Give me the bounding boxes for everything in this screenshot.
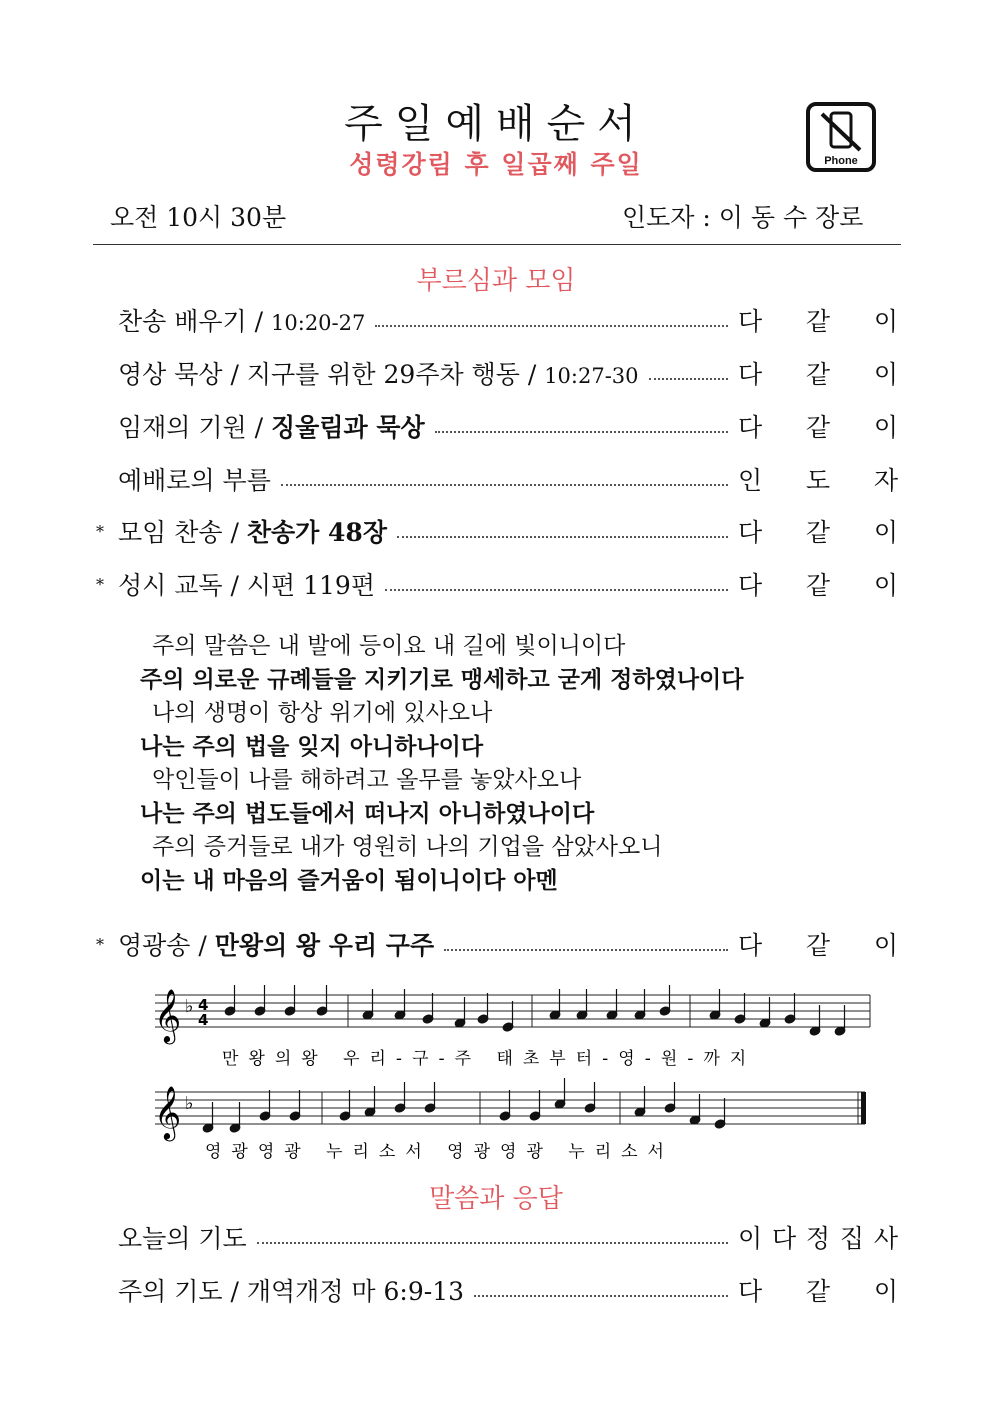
congregation-line: 이는 내 마음의 즐거움이 됨이니이다 아멘 (140, 867, 558, 894)
item-performer (738, 926, 898, 962)
performer-char: 다 (738, 571, 763, 600)
score-lyrics-line1: 만왕의왕 우리-구-주 태초부터-영-원-까지 (222, 1049, 757, 1069)
order-item (96, 1219, 898, 1255)
item-label-text: 찬송 배우기 / (118, 307, 272, 336)
leader-line: 나의 생명이 항상 위기에 있사오나 (152, 700, 493, 726)
performer-char: 정 (805, 1224, 831, 1253)
flat-icon: ♭ (185, 996, 194, 1017)
item-performer (738, 355, 898, 391)
item-performer (738, 1272, 898, 1308)
performer-char: 이 (873, 413, 898, 442)
service-leader: 인도자 : 이 동 수 장로 (622, 203, 864, 232)
score-lyrics-line2: 영광영광 누리소서 영광영광 누리소서 (205, 1142, 674, 1162)
performer-char: 다 (738, 931, 763, 960)
item-performer (738, 566, 898, 602)
leader-line: 주의 증거들로 내가 영원히 나의 기업을 삼았사오니 (152, 834, 663, 860)
performer-char: 같 (805, 1277, 831, 1306)
leader-line: 주의 말씀은 내 발에 등이요 내 길에 빛이니이다 (152, 633, 626, 659)
treble-clef-icon: 𝄞 (154, 988, 182, 1042)
section-word: 말씀과 응답 (429, 1184, 563, 1214)
leader-dots (649, 378, 728, 380)
leader-dots (281, 484, 728, 486)
performer-char: 다 (738, 307, 763, 336)
item-performer (738, 461, 898, 497)
item-label-text: 영광송 / (118, 931, 215, 960)
item-label (118, 461, 271, 497)
performer-char: 같 (805, 931, 831, 960)
order-item-gloria (96, 926, 898, 962)
performer-char: 도 (805, 466, 831, 495)
item-performer (738, 1219, 898, 1255)
item-label: 주의 기도 / 개역개정 마 6:9-13 (118, 1277, 465, 1306)
order-item (96, 461, 898, 497)
item-label (118, 302, 365, 338)
performer-char: 다 (738, 413, 763, 442)
item-label (118, 566, 375, 602)
performer-char: 다 (738, 1277, 763, 1306)
svg-text:4: 4 (198, 996, 209, 1014)
page-title: 주일예배순서 (344, 101, 648, 147)
phone-label: Phone (824, 155, 858, 167)
header-divider (93, 244, 901, 245)
performer-char: 이 (873, 307, 898, 336)
leader-dots (375, 325, 728, 327)
order-item (96, 355, 898, 391)
standing-mark: * (96, 521, 104, 541)
performer-char: 같 (805, 518, 831, 547)
performer-char: 이 (873, 518, 898, 547)
item-label (118, 408, 425, 444)
performer-char: 집 (839, 1224, 865, 1253)
performer-char: 이 (873, 931, 898, 960)
performer-char: 같 (805, 307, 831, 336)
congregation-line: 나는 주의 법도들에서 떠나지 아니하였나이다 (140, 800, 595, 827)
performer-char: 같 (805, 571, 831, 600)
item-label-bold: 만왕의 왕 우리 구주 (214, 931, 435, 960)
performer-char: 이 (873, 360, 898, 389)
item-performer (738, 302, 898, 338)
no-phone-icon (806, 102, 876, 172)
item-label (118, 513, 387, 549)
performer-char: 자 (873, 466, 898, 495)
order-item (96, 513, 898, 549)
leader-dots (385, 589, 728, 591)
responsive-reading (140, 630, 744, 898)
treble-clef-icon: 𝄞 (154, 1085, 182, 1139)
item-label-text: 성시 교독 / 시편 119편 (118, 571, 375, 600)
item-label-text: 모임 찬송 / (118, 518, 247, 547)
standing-mark: * (96, 574, 104, 594)
item-time: 10:20-27 (271, 311, 366, 335)
section-calling: 부르심과 모임 (416, 266, 576, 296)
item-label: 오늘의 기도 (118, 1224, 247, 1253)
item-label-text: 영상 묵상 / 지구를 위한 29주차 행동 / (118, 360, 545, 389)
leader-dots (474, 1295, 728, 1297)
item-label-bold: 찬송가 48장 (246, 518, 387, 547)
item-label (118, 926, 434, 962)
leader-dots (397, 536, 728, 538)
standing-mark: * (96, 934, 104, 954)
order-item (96, 302, 898, 338)
flat-icon: ♭ (185, 1093, 194, 1114)
order-item (96, 408, 898, 444)
item-label-text: 예배로의 부름 (118, 466, 271, 495)
svg-text:4: 4 (198, 1011, 209, 1029)
leader-dots (257, 1242, 728, 1244)
performer-char: 사 (873, 1224, 898, 1253)
performer-char: 다 (738, 360, 763, 389)
leader-dots (435, 431, 728, 433)
item-time: 10:27-30 (544, 364, 639, 388)
congregation-line: 나는 주의 법을 잊지 아니하나이다 (140, 733, 484, 760)
performer-char: 다 (771, 1224, 797, 1253)
item-label (118, 355, 639, 391)
page-subtitle: 성령강림 후 일곱째 주일 (349, 150, 643, 179)
order-item (96, 566, 898, 602)
performer-char: 이 (738, 1224, 763, 1253)
item-label-bold: 징울림과 묵상 (271, 413, 425, 442)
performer-char: 같 (805, 413, 831, 442)
order-item (96, 1272, 898, 1308)
service-time: 오전 10시 30분 (110, 203, 287, 232)
item-label-text: 임재의 기원 / (118, 413, 272, 442)
music-score (150, 985, 875, 1165)
congregation-line: 주의 의로운 규례들을 지키기로 맹세하고 굳게 정하였나이다 (140, 666, 744, 693)
item-performer (738, 513, 898, 549)
item-performer (738, 408, 898, 444)
performer-char: 이 (873, 571, 898, 600)
performer-char: 다 (738, 518, 763, 547)
performer-char: 이 (873, 1277, 898, 1306)
performer-char: 같 (805, 360, 831, 389)
performer-char: 인 (738, 466, 763, 495)
leader-dots (444, 949, 728, 951)
leader-line: 악인들이 나를 해하려고 올무를 놓았사오나 (152, 767, 582, 793)
